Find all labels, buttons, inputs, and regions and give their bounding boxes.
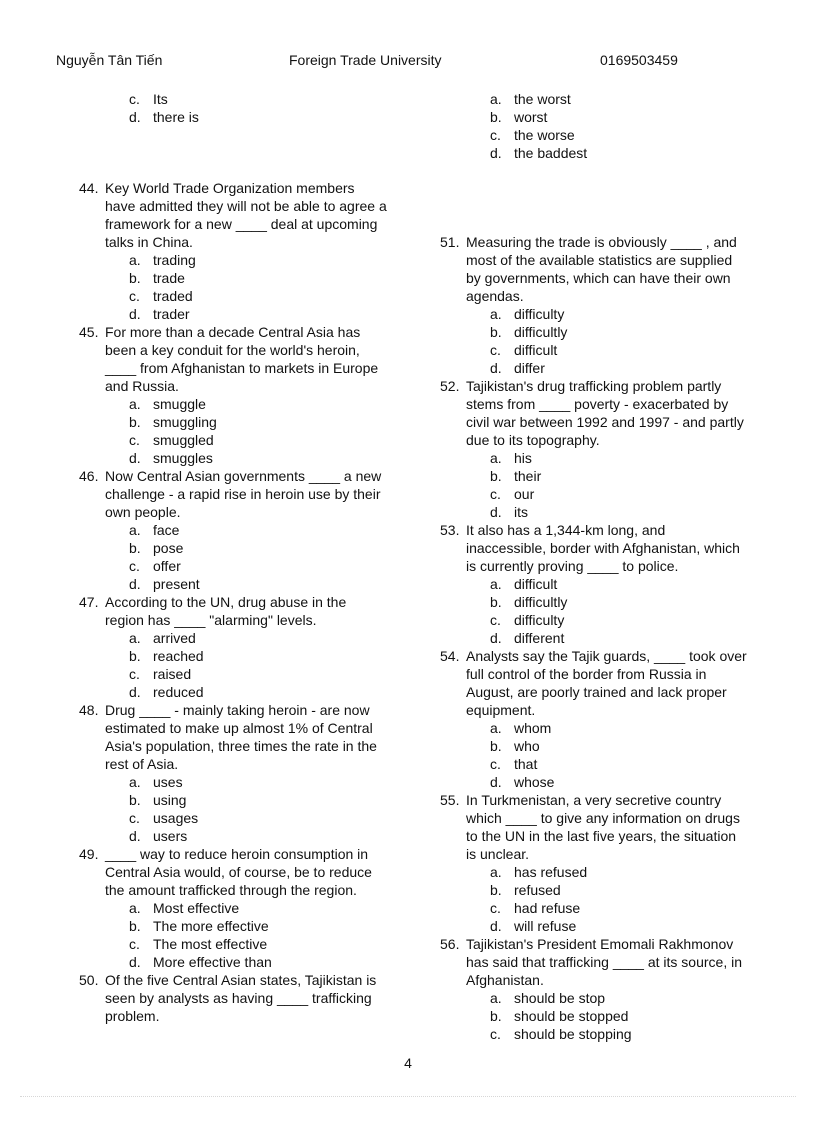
option-list — [490, 90, 770, 162]
answer-option — [129, 773, 409, 791]
answer-option — [490, 108, 770, 126]
option-text: pose — [153, 540, 184, 556]
answer-option — [490, 359, 770, 377]
question-text: Key World Trade Organization members have admitted they will not be able to agree a framework for a new ____ deal at upcoming talks in China. — [105, 180, 387, 250]
option-letter: d. — [490, 918, 502, 934]
answer-option — [129, 917, 409, 935]
option-text: should be stopping — [514, 1026, 632, 1042]
answer-option — [490, 863, 770, 881]
question-number: 45. — [79, 324, 99, 340]
answer-option — [129, 251, 409, 269]
option-letter: d. — [490, 145, 502, 161]
answer-option — [129, 629, 409, 647]
option-letter: c. — [490, 342, 501, 358]
option-letter: b. — [490, 468, 502, 484]
option-text: difficult — [514, 342, 558, 358]
option-text: difficultly — [514, 324, 568, 340]
answer-option — [490, 737, 770, 755]
question-item — [79, 323, 409, 467]
answer-option — [490, 629, 770, 647]
option-text: using — [153, 792, 187, 808]
option-letter: b. — [129, 540, 141, 556]
option-letter: b. — [490, 594, 502, 610]
phone-number: 0169503459 — [600, 52, 678, 68]
option-list — [490, 863, 770, 935]
answer-option — [129, 665, 409, 683]
question-number: 46. — [79, 468, 99, 484]
option-letter: c. — [490, 1026, 501, 1042]
option-text: uses — [153, 774, 183, 790]
option-letter: b. — [490, 1008, 502, 1024]
page-number: 4 — [404, 1055, 412, 1071]
question-text: In Turkmenistan, a very secretive country which ____ to give any information on drugs to the UN in the last five years, the situation is unclear. — [466, 792, 740, 862]
option-letter: d. — [490, 504, 502, 520]
option-list — [490, 719, 770, 791]
option-text: reached — [153, 648, 204, 664]
option-letter: d. — [129, 576, 141, 592]
option-letter: c. — [129, 666, 140, 682]
option-text: difficultly — [514, 594, 568, 610]
answer-option — [490, 989, 770, 1007]
option-letter: a. — [490, 864, 502, 880]
option-list — [129, 251, 409, 323]
question-number: 52. — [440, 378, 460, 394]
option-letter: a. — [129, 630, 141, 646]
question-text: Analysts say the Tajik guards, ____ took over full control of the border from Russia in August, are poorly trained and lack proper equipment. — [466, 648, 747, 718]
option-text: trade — [153, 270, 185, 286]
answer-option — [129, 575, 409, 593]
question-number: 54. — [440, 648, 460, 664]
option-text: trading — [153, 252, 196, 268]
option-list — [129, 773, 409, 845]
answer-option — [490, 305, 770, 323]
option-list — [129, 395, 409, 467]
option-text: present — [153, 576, 200, 592]
option-text: had refuse — [514, 900, 581, 916]
option-letter: a. — [490, 306, 502, 322]
option-letter: a. — [129, 252, 141, 268]
option-text: usages — [153, 810, 199, 826]
option-letter: b. — [490, 882, 502, 898]
option-text: that — [514, 756, 538, 772]
option-letter: b. — [129, 918, 141, 934]
answer-option — [490, 917, 770, 935]
option-letter: c. — [490, 486, 501, 502]
answer-option — [490, 1025, 770, 1043]
answer-option — [490, 773, 770, 791]
continued-options-right — [440, 90, 770, 162]
answer-option — [129, 269, 409, 287]
question-item — [440, 521, 770, 647]
option-text: The most effective — [153, 936, 268, 952]
question-item — [79, 593, 409, 701]
option-list — [129, 90, 409, 126]
answer-option — [490, 575, 770, 593]
question-item — [79, 179, 409, 323]
option-list — [490, 575, 770, 647]
option-text: the baddest — [514, 145, 588, 161]
answer-option — [490, 485, 770, 503]
option-text: trader — [153, 306, 190, 322]
question-text: ____ way to reduce heroin consumption in Central Asia would, of course, be to reduce the amount trafficked through the region. — [105, 846, 372, 898]
option-text: raised — [153, 666, 192, 682]
option-letter: c. — [129, 288, 140, 304]
answer-option — [129, 791, 409, 809]
answer-option — [129, 431, 409, 449]
answer-option — [129, 395, 409, 413]
option-letter: d. — [129, 684, 141, 700]
answer-option — [490, 881, 770, 899]
option-text: users — [153, 828, 188, 844]
option-text: difficulty — [514, 306, 565, 322]
answer-option — [129, 953, 409, 971]
option-text: their — [514, 468, 542, 484]
answer-option — [490, 719, 770, 737]
question-list-left — [79, 179, 409, 1025]
option-text: whose — [514, 774, 555, 790]
question-item — [79, 467, 409, 593]
option-text: face — [153, 522, 180, 538]
option-letter: a. — [490, 450, 502, 466]
answer-option — [490, 899, 770, 917]
option-text: The more effective — [153, 918, 269, 934]
option-letter: c. — [129, 91, 140, 107]
option-letter: d. — [129, 828, 141, 844]
question-number: 51. — [440, 234, 460, 250]
option-letter: c. — [129, 558, 140, 574]
question-item — [440, 647, 770, 791]
question-number: 47. — [79, 594, 99, 610]
answer-option — [129, 899, 409, 917]
answer-option — [129, 413, 409, 431]
option-letter: b. — [490, 109, 502, 125]
option-letter: a. — [490, 91, 502, 107]
question-text: According to the UN, drug abuse in the region has ____ "alarming" levels. — [105, 594, 347, 628]
option-letter: a. — [129, 774, 141, 790]
answer-option — [490, 503, 770, 521]
option-list — [129, 899, 409, 971]
option-letter: b. — [490, 324, 502, 340]
question-item — [79, 845, 409, 971]
question-text: Now Central Asian governments ____ a new challenge - a rapid rise in heroin use by their own people. — [105, 468, 382, 520]
option-letter: b. — [129, 414, 141, 430]
option-letter: c. — [129, 936, 140, 952]
option-text: different — [514, 630, 565, 646]
option-letter: b. — [129, 648, 141, 664]
option-letter: c. — [490, 127, 501, 143]
option-text: should be stop — [514, 990, 606, 1006]
question-item — [79, 701, 409, 845]
answer-option — [490, 467, 770, 485]
question-item — [440, 377, 770, 521]
option-letter: a. — [129, 900, 141, 916]
option-text: smuggling — [153, 414, 217, 430]
answer-option — [490, 611, 770, 629]
option-text: refused — [514, 882, 561, 898]
option-letter: c. — [129, 432, 140, 448]
university-name: Foreign Trade University — [289, 52, 442, 68]
page-bottom-divider — [20, 1096, 796, 1097]
question-text: Of the five Central Asian states, Tajikistan is seen by analysts as having ____ trafficking problem. — [105, 972, 377, 1024]
option-text: differ — [514, 360, 545, 376]
option-list — [490, 449, 770, 521]
option-list — [129, 629, 409, 701]
option-text: traded — [153, 288, 193, 304]
question-item — [440, 233, 770, 377]
question-text: Tajikistan's drug trafficking problem partly stems from ____ poverty - exacerbated by civil war between 1992 and 1997 - and partly due to its topography. — [466, 378, 744, 448]
option-text: reduced — [153, 684, 204, 700]
option-text: should be stopped — [514, 1008, 629, 1024]
answer-option — [490, 126, 770, 144]
answer-option — [129, 287, 409, 305]
option-text: difficulty — [514, 612, 565, 628]
option-text: worst — [514, 109, 548, 125]
option-letter: a. — [129, 522, 141, 538]
option-text: More effective than — [153, 954, 272, 970]
answer-option — [490, 341, 770, 359]
option-letter: c. — [129, 810, 140, 826]
option-text: smuggles — [153, 450, 213, 466]
question-number: 49. — [79, 846, 99, 862]
option-letter: d. — [129, 450, 141, 466]
question-item — [440, 791, 770, 935]
question-item — [79, 971, 409, 1025]
question-text: Tajikistan's President Emomali Rakhmonov has said that trafficking ____ at its source, in Afghanistan. — [466, 936, 743, 988]
option-list — [490, 989, 770, 1043]
option-text: will refuse — [514, 918, 577, 934]
question-number: 55. — [440, 792, 460, 808]
option-text: smuggle — [153, 396, 206, 412]
option-list — [129, 521, 409, 593]
answer-option — [490, 144, 770, 162]
answer-option — [490, 323, 770, 341]
option-text: whom — [514, 720, 552, 736]
answer-option — [129, 90, 409, 108]
answer-option — [490, 449, 770, 467]
option-letter: c. — [490, 900, 501, 916]
option-text: difficult — [514, 576, 558, 592]
answer-option — [129, 557, 409, 575]
question-text: Drug ____ - mainly taking heroin - are now estimated to make up almost 1% of Central Asia's population, three times the rate in the rest of Asia. — [105, 702, 377, 772]
option-text: his — [514, 450, 532, 466]
option-letter: a. — [129, 396, 141, 412]
option-text: the worst — [514, 91, 571, 107]
question-number: 44. — [79, 180, 99, 196]
answer-option — [490, 90, 770, 108]
option-text: Most effective — [153, 900, 240, 916]
option-letter: b. — [129, 792, 141, 808]
question-number: 50. — [79, 972, 99, 988]
answer-option — [129, 521, 409, 539]
option-letter: d. — [490, 360, 502, 376]
option-letter: b. — [490, 738, 502, 754]
option-letter: d. — [490, 774, 502, 790]
answer-option — [490, 1007, 770, 1025]
left-column — [79, 90, 409, 1025]
continued-options-left — [79, 90, 409, 126]
option-text: the worse — [514, 127, 575, 143]
question-text: Measuring the trade is obviously ____ , and most of the available statistics are supplied by governments, which can have their own agendas. — [466, 234, 737, 304]
option-text: offer — [153, 558, 181, 574]
answer-option — [490, 593, 770, 611]
question-text: It also has a 1,344-km long, and inaccessible, border with Afghanistan, which is currently proving ____ to police. — [466, 522, 740, 574]
page-header — [56, 52, 696, 72]
question-number: 56. — [440, 936, 460, 952]
option-letter: d. — [490, 630, 502, 646]
question-number: 53. — [440, 522, 460, 538]
option-letter: a. — [490, 720, 502, 736]
option-text: smuggled — [153, 432, 214, 448]
option-letter: c. — [490, 756, 501, 772]
option-text: arrived — [153, 630, 196, 646]
option-text: has refused — [514, 864, 588, 880]
answer-option — [129, 305, 409, 323]
option-text: its — [514, 504, 528, 520]
option-letter: d. — [129, 109, 141, 125]
option-letter: a. — [490, 576, 502, 592]
answer-option — [129, 935, 409, 953]
option-list — [490, 305, 770, 377]
option-letter: a. — [490, 990, 502, 1006]
option-letter: d. — [129, 306, 141, 322]
option-text: Its — [153, 91, 168, 107]
answer-option — [129, 108, 409, 126]
option-letter: d. — [129, 954, 141, 970]
answer-option — [490, 755, 770, 773]
answer-option — [129, 683, 409, 701]
answer-option — [129, 539, 409, 557]
answer-option — [129, 449, 409, 467]
question-list-right — [440, 233, 770, 1043]
answer-option — [129, 647, 409, 665]
option-text: who — [514, 738, 540, 754]
author-name: Nguyễn Tân Tiến — [56, 52, 163, 68]
right-column — [440, 90, 770, 1043]
option-text: there is — [153, 109, 199, 125]
question-text: For more than a decade Central Asia has been a key conduit for the world's heroin, ____ from Afghanistan to markets in Europe and Russia. — [105, 324, 379, 394]
option-letter: b. — [129, 270, 141, 286]
question-item — [440, 935, 770, 1043]
option-text: our — [514, 486, 535, 502]
answer-option — [129, 809, 409, 827]
question-number: 48. — [79, 702, 99, 718]
option-letter: c. — [490, 612, 501, 628]
answer-option — [129, 827, 409, 845]
